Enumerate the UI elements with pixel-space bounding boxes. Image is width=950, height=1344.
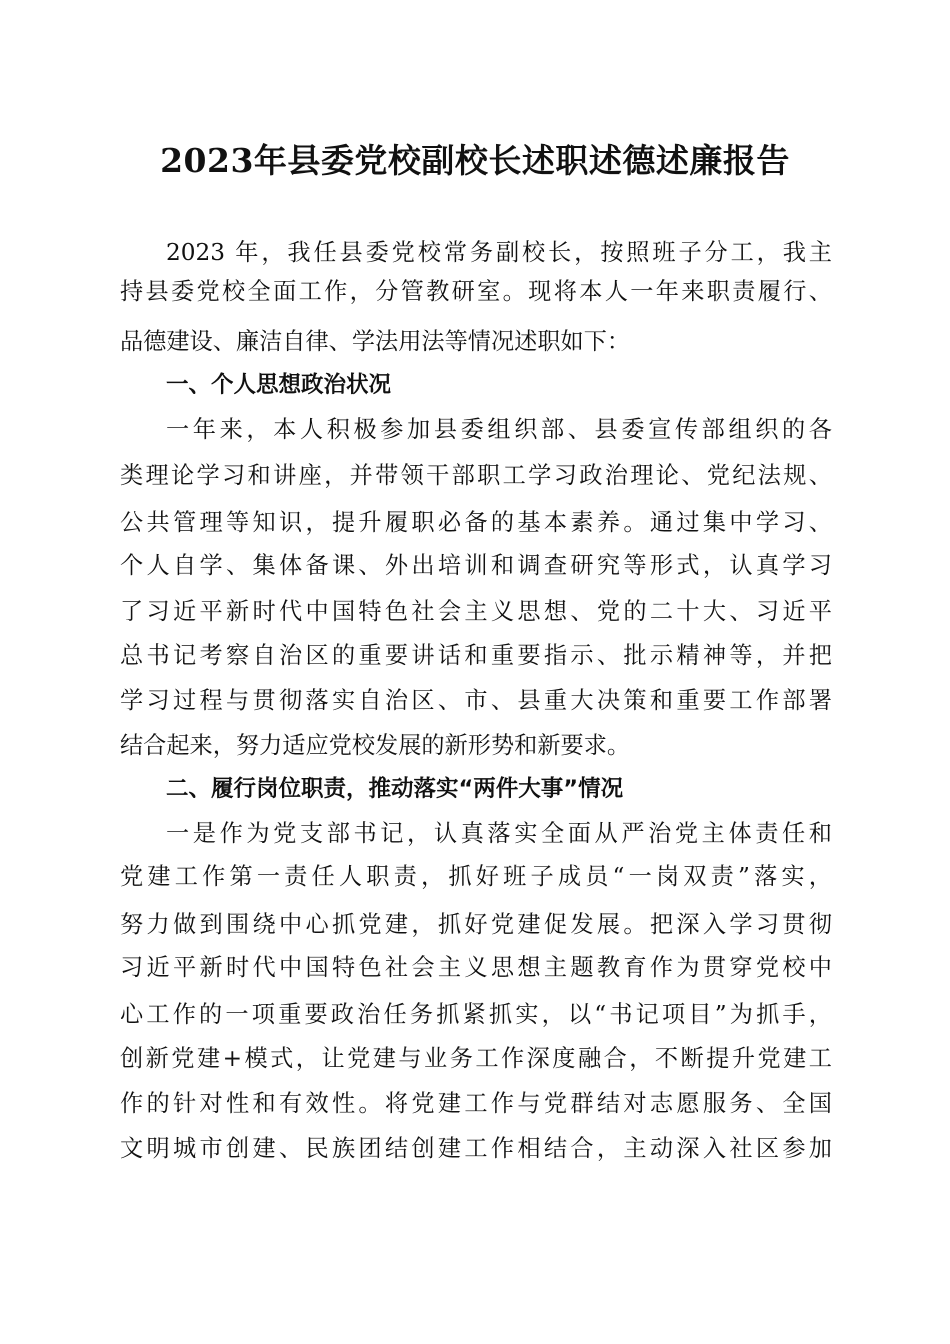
section-2-line-3: 努力做到围绕中心抓党建，抓好党建促发展。把深入学习贯彻: [120, 911, 832, 938]
document-title: 2023年县委党校副校长述职述德述廉报告: [160, 141, 790, 180]
section-1-line-8: 结合起来，努力适应党校发展的新形势和新要求。: [120, 732, 631, 759]
section-2-line-8: 文明城市创建、民族团结创建工作相结合，主动深入社区参加: [120, 1135, 832, 1162]
section-2-line-1: 一是作为党支部书记，认真落实全面从严治党主体责任和: [166, 820, 832, 847]
section-2-line-2: 党建工作第一责任人职责，抓好班子成员“一岗双责”落实，: [120, 863, 832, 890]
section-2-line-5: 心工作的一项重要政治任务抓紧抓实，以“书记项目”为抓手，: [120, 1001, 832, 1028]
section-1-line-7: 学习过程与贯彻落实自治区、市、县重大决策和重要工作部署: [120, 687, 832, 714]
section-1-line-1: 一年来，本人积极参加县委组织部、县委宣传部组织的各: [166, 416, 832, 443]
section-1-heading: 一、个人思想政治状况: [166, 372, 392, 398]
section-1-line-4: 个人自学、集体备课、外出培训和调查研究等形式，认真学习: [120, 552, 832, 579]
section-2-line-6: 创新党建+模式，让党建与业务工作深度融合，不断提升党建工: [120, 1045, 832, 1072]
intro-line-3: 品德建设、廉洁自律、学法用法等情况述职如下：: [120, 328, 631, 355]
section-2-heading: 二、履行岗位职责，推动落实“两件大事”情况: [166, 776, 624, 802]
section-2-line-7: 作的针对性和有效性。将党建工作与党群结对志愿服务、全国: [120, 1090, 832, 1117]
section-1-line-5: 了习近平新时代中国特色社会主义思想、党的二十大、习近平: [120, 598, 832, 625]
intro-line-2: 持县委党校全面工作，分管教研室。现将本人一年来职责履行、: [120, 278, 832, 305]
section-1-line-6: 总书记考察自治区的重要讲话和重要指示、批示精神等，并把: [120, 642, 832, 669]
section-1-line-2: 类理论学习和讲座，并带领干部职工学习政治理论、党纪法规、: [120, 462, 832, 489]
section-2-line-4: 习近平新时代中国特色社会主义思想主题教育作为贯穿党校中: [120, 954, 832, 981]
intro-line-1: 2023 年，我任县委党校常务副校长，按照班子分工，我主: [166, 239, 832, 266]
section-1-line-3: 公共管理等知识，提升履职必备的基本素养。通过集中学习、: [120, 509, 832, 536]
